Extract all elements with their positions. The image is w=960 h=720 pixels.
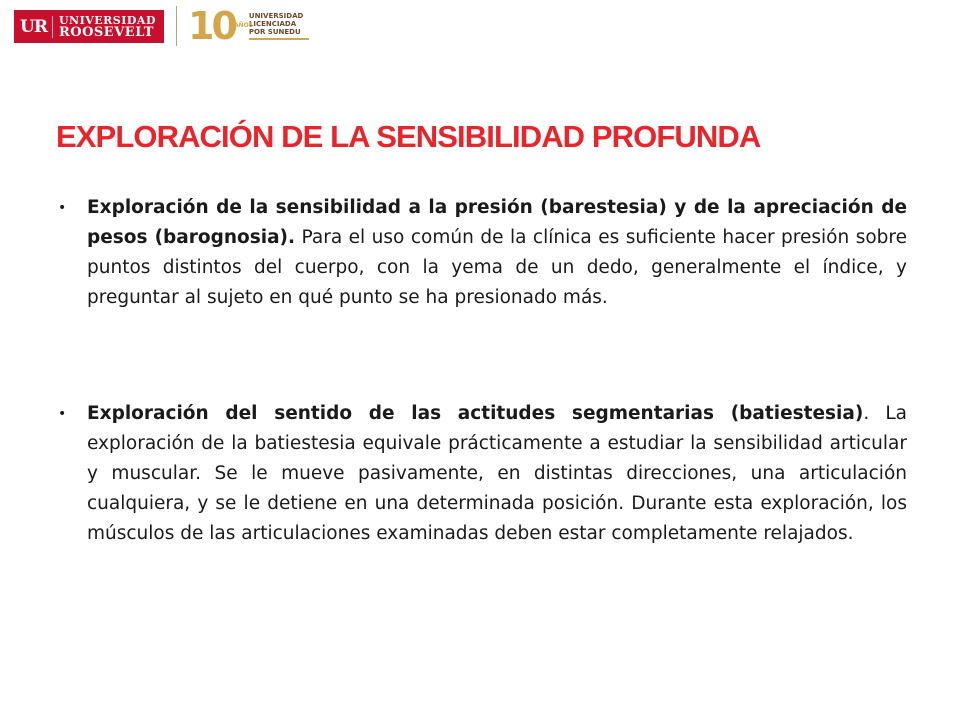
license-line2: LICENCIADA xyxy=(248,20,297,28)
bullet-barestesia-heading: Exploración de la sensibilidad a la presión (barestesia) y de la apreciación de pesos (barognosia). xyxy=(87,197,907,248)
anniversary-logo xyxy=(188,6,309,46)
sunedu-license xyxy=(249,12,309,40)
ur-monogram: UR xyxy=(20,16,53,38)
bullet-list xyxy=(58,193,907,549)
bullet-batiestesia-text: . La exploración de la batiestesia equivale prácticamente a estudiar la sensibilidad articular y muscular. Se le mueve pasivamente, en distintas direcciones, una articulación cualquiera, y se le detiene en una determinada posición. Durante esta exploración, los músculos de las articulaciones examinadas deben estar completamente relajados. xyxy=(87,403,907,544)
ur-name xyxy=(59,15,156,39)
ur-name-line2: ROOSEVELT xyxy=(58,24,154,40)
license-line3: POR SUNEDU xyxy=(248,28,301,36)
bullet-batiestesia xyxy=(58,399,907,549)
anniversary-anos: AÑOS xyxy=(234,22,254,29)
license-underline xyxy=(249,38,309,40)
license-line1: UNIVERSIDAD xyxy=(248,12,304,20)
anniversary-number: 10 xyxy=(188,4,235,48)
bullet-marker: • xyxy=(58,200,67,216)
slide-title: EXPLORACIÓN DE LA SENSIBILIDAD PROFUNDA xyxy=(56,119,761,154)
logo-divider xyxy=(176,6,177,46)
universidad-roosevelt-logo xyxy=(14,10,164,43)
ur-name-line1: UNIVERSIDAD xyxy=(58,13,157,27)
bullet-batiestesia-heading: Exploración del sentido de las actitudes segmentarias (batiestesia) xyxy=(87,403,864,424)
bullet-barestesia-text: Para el uso común de la clínica es suficiente hacer presión sobre puntos distintos del cuerpo, con la yema de un dedo, generalmente el índice, y preguntar al sujeto en qué punto se ha presionado más. xyxy=(87,227,907,308)
bullet-marker: • xyxy=(58,406,67,422)
bullet-barestesia xyxy=(58,193,907,313)
